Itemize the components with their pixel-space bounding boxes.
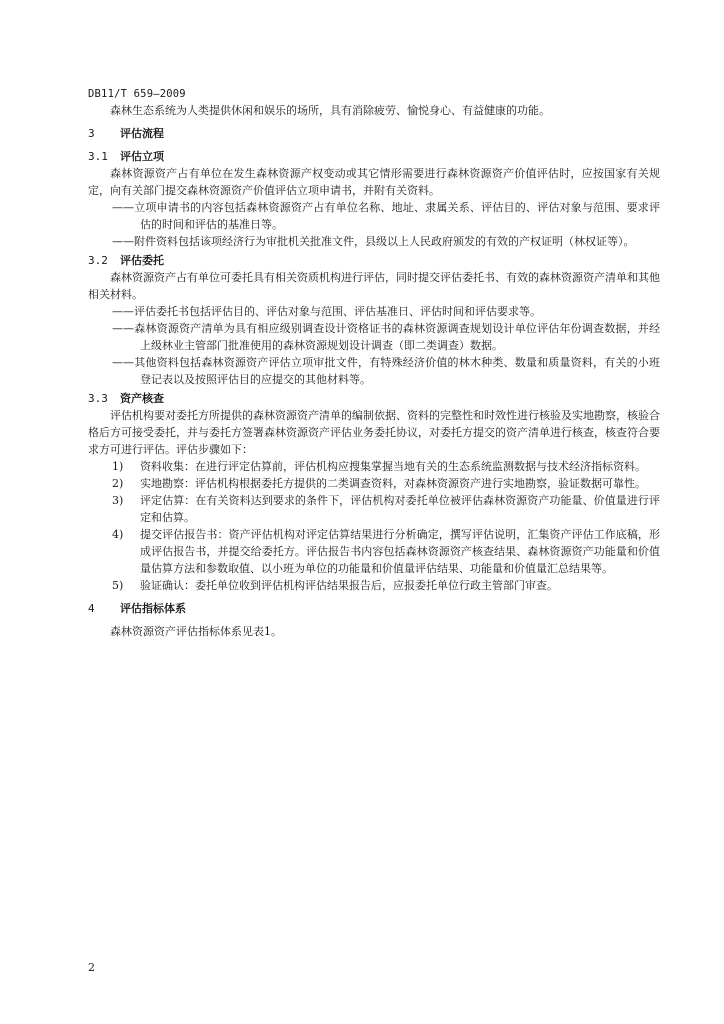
section-4-title: 评估指标体系	[120, 602, 186, 615]
section-3-1-title: 评估立项	[120, 150, 164, 163]
section-3-3-paragraph: 评估机构要对委托方所提供的森林资源资产清单的编制依据、资料的完整性和时效性进行核验及实地勘察，核验合格后方可接受委托，并与委托方签署森林资源资产评估业务委托协议，对委托方提交的资产清单进行核查，核查符合要求方可进行评估。评估步骤如下：	[88, 409, 660, 456]
step-item	[88, 492, 660, 526]
dash-item: ——附件资料包括该项经济行为审批机关批准文件，县级以上人民政府颁发的有效的产权证明（林权证等）。	[112, 235, 635, 248]
step-text: 实地勘察：评估机构根据委托方提供的二类调查资料，对森林资源资产进行实地勘察，验证数据可靠性。	[140, 477, 646, 490]
section-3-3-number: 3.3	[88, 392, 108, 405]
step-item	[88, 458, 660, 475]
step-number: 4)	[112, 528, 124, 541]
section-3-2-heading	[88, 252, 660, 269]
dash-item: ——评估委托书包括评估目的、评估对象与范围、评估基准日、评估时间和评估要求等。	[112, 305, 541, 318]
page-number: 2	[88, 961, 95, 974]
dash-item: ——立项申请书的内容包括森林资源资产占有单位名称、地址、隶属关系、评估目的、评估对象与范围、要求评估的时间和评估的基准日等。	[112, 201, 660, 231]
step-text: 评定估算：在有关资料达到要求的条件下，评估机构对委托单位被评估森林资源资产功能量、价值量进行评定和估算。	[140, 494, 660, 524]
step-item	[88, 475, 660, 492]
section-4-heading	[88, 600, 660, 617]
step-number: 5)	[112, 579, 124, 592]
step-item	[88, 526, 660, 577]
section-3-2-paragraph: 森林资源资产占有单位可委托具有相关资质机构进行评估，同时提交评估委托书、有效的森林资源资产清单和其他相关材料。	[88, 271, 660, 301]
dash-item: ——森林资源资产清单为具有相应级别调查设计资格证书的森林资源调查规划设计单位评估年份调查数据，并经上级林业主管部门批准使用的森林资源规划设计调查（即二类调查）数据。	[112, 322, 660, 352]
step-text: 资料收集：在进行评定估算前，评估机构应搜集掌握当地有关的生态系统监测数据与技术经济指标资料。	[140, 460, 646, 473]
step-text: 验证确认：委托单位收到评估机构评估结果报告后，应报委托单位行政主管部门审查。	[140, 579, 558, 592]
section-3-title: 评估流程	[120, 127, 164, 140]
step-number: 3)	[112, 494, 124, 507]
dash-item: ——其他资料包括森林资源资产评估立项审批文件，有特殊经济价值的林木种类、数量和质量资料，有关的小班登记表以及按照评估目的应提交的其他材料等。	[112, 356, 660, 386]
section-3-2-number: 3.2	[88, 254, 108, 267]
section-3-1-number: 3.1	[88, 150, 108, 163]
section-3-1-heading	[88, 148, 660, 165]
step-number: 2)	[112, 477, 124, 490]
section-3-heading	[88, 125, 660, 142]
page-content	[88, 102, 660, 640]
step-text: 提交评估报告书：资产评估机构对评定估算结果进行分析确定，撰写评估说明，汇集资产评估工作底稿，形成评估报告书，并提交给委托方。评估报告书内容包括森林资源资产核查结果、森林资源资产功能量和价值量估算方法和参数取值、以小班为单位的功能量和价值量评估结果、功能量和价值量汇总结果等。	[140, 528, 660, 575]
standard-code-header: DB11/T 659—2009	[88, 88, 186, 100]
section-3-1-paragraph: 森林资源资产占有单位在发生森林资源产权变动或其它情形需要进行森林资源资产价值评估时，应按国家有关规定，向有关部门提交森林资源资产价值评估立项申请书，并附有关资料。	[88, 167, 660, 197]
step-number: 1)	[112, 460, 124, 473]
section-3-3-heading	[88, 390, 660, 407]
step-item	[88, 577, 660, 594]
section-3-3-title: 资产核查	[120, 392, 164, 405]
section-3-2-title: 评估委托	[120, 254, 164, 267]
intro-paragraph: 森林生态系统为人类提供休闲和娱乐的场所，具有消除疲劳、愉悦身心、有益健康的功能。	[110, 104, 550, 117]
section-4-number: 4	[88, 602, 95, 615]
section-3-number: 3	[88, 127, 95, 140]
section-4-paragraph: 森林资源资产评估指标体系见表1。	[110, 625, 282, 638]
